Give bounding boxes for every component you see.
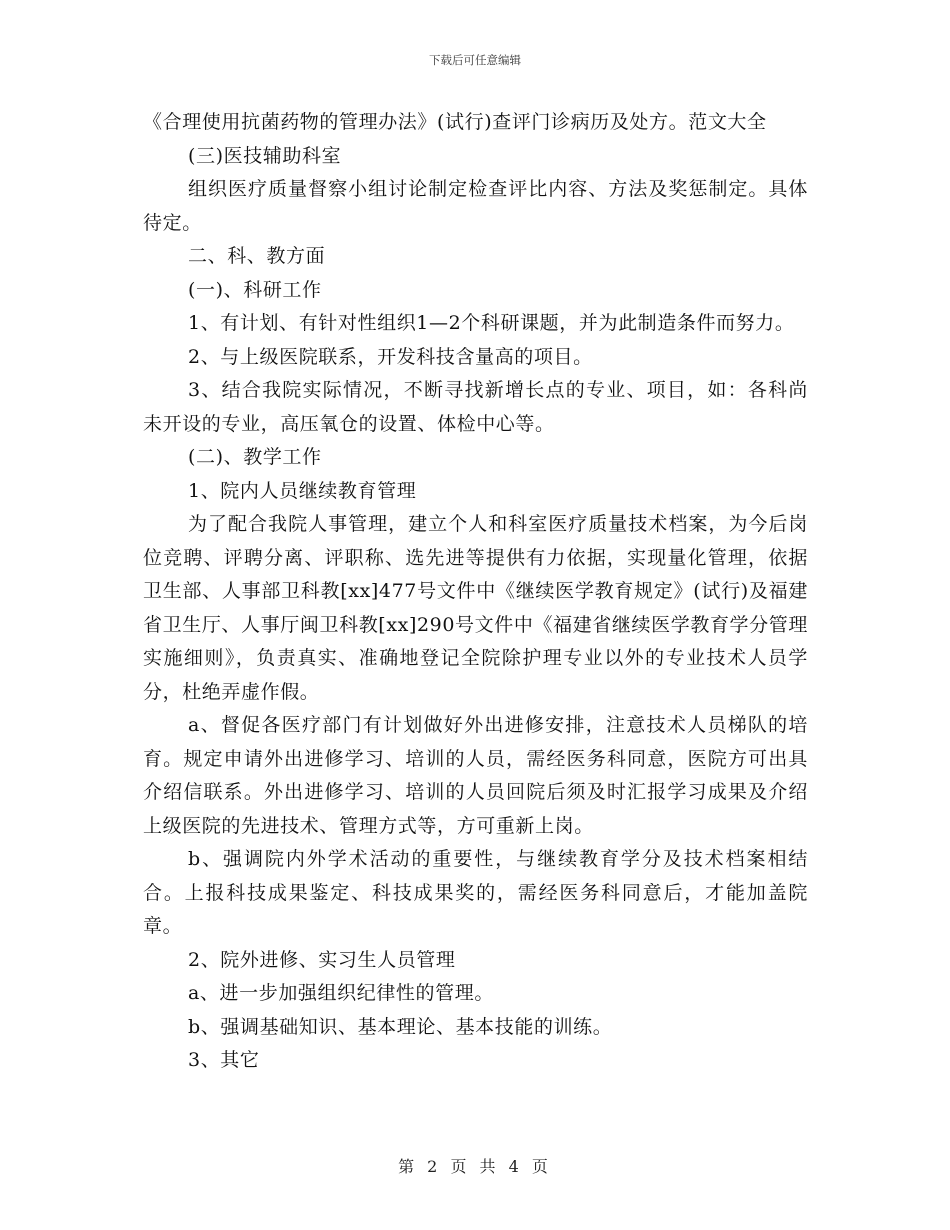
section-heading: (二)、教学工作 [188, 446, 322, 468]
section-heading: (三)医技辅助科室 [188, 144, 342, 167]
paragraph: 组织医疗质量督察小组讨论制定检查评比内容、方法及奖惩制定。具体待定。 [143, 178, 808, 234]
list-item: 3、结合我院实际情况，不断寻找新增长点的专业、项目，如：各科尚未开设的专业，高压氧仓的设置、体检中心等。 [143, 379, 808, 435]
list-item: a、督促各医疗部门有计划做好外出进修安排，注意技术人员梯队的培育。规定申请外出进修学习、培训的人员，需经医务科同意，医院方可出具介绍信联系。外出进修学习、培训的人员回院后须及时汇报学习成果及介绍上级医院的先进技术、管理方式等，方可重新上岗。 [143, 714, 808, 837]
list-item: 2、院外进修、实习生人员管理 [188, 948, 456, 971]
list-item: 1、有计划、有针对性组织1—2个科研课题，并为此制造条件而努力。 [188, 312, 795, 334]
page-header: 下载后可任意编辑 [429, 53, 521, 67]
section-heading: (一)、科研工作 [188, 278, 322, 301]
page-footer: 第 2 页 共 4 页 [398, 1157, 552, 1176]
list-item: 1、院内人员继续教育管理 [188, 479, 417, 502]
paragraph: 《合理使用抗菌药物的管理办法》(试行)查评门诊病历及处方。范文大全 [143, 111, 767, 133]
section-heading: 二、科、教方面 [188, 245, 326, 267]
list-item: 3、其它 [188, 1049, 260, 1071]
paragraph: 为了配合我院人事管理，建立个人和科室医疗质量技术档案，为今后岗位竞聘、评聘分离、评职称、选先进等提供有力依据，实现量化管理，依据卫生部、人事部卫科教[xx]477号文件中《继续医学教育规定》(试行)及福建省卫生厅、人事厅闽卫科教[xx]290号文件中《福建省继续医学教育学分管理实施细则》，负责真实、准确地登记全院除护理专业以外的专业技术人员学分，杜绝弄虚作假。 [143, 513, 808, 703]
list-item: a、进一步加强组织纪律性的管理。 [188, 982, 494, 1004]
list-item: 2、与上级医院联系，开发科技含量高的项目。 [188, 345, 593, 368]
document-body [143, 106, 808, 1078]
list-item: b、强调基础知识、基本理论、基本技能的训练。 [188, 1015, 613, 1038]
list-item: b、强调院内外学术活动的重要性，与继续教育学分及技术档案相结合。上报科技成果鉴定、科技成果奖的，需经医务科同意后，才能加盖院章。 [143, 848, 808, 937]
